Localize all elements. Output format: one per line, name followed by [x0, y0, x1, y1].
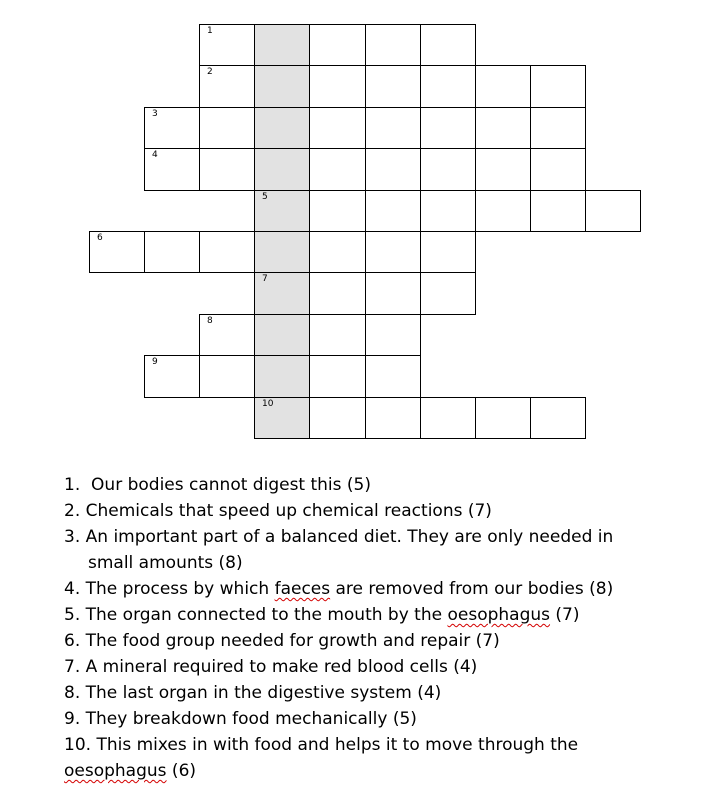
crossword-cell[interactable]: [254, 231, 310, 273]
crossword-cell[interactable]: [254, 355, 310, 398]
crossword-cell[interactable]: [530, 65, 586, 108]
crossword-cell[interactable]: [365, 397, 421, 439]
crossword-cell[interactable]: [199, 314, 255, 356]
crossword-cell[interactable]: [309, 148, 366, 191]
crossword-cell[interactable]: [254, 397, 310, 439]
crossword-cell[interactable]: [144, 148, 200, 191]
crossword-cell[interactable]: [475, 190, 531, 232]
crossword-cell[interactable]: [420, 190, 476, 232]
crossword-cell[interactable]: [365, 231, 421, 273]
crossword-cell[interactable]: [585, 190, 641, 232]
crossword-cell[interactable]: [254, 190, 310, 232]
crossword-cell[interactable]: [475, 65, 531, 108]
clue-3-continued: small amounts (8): [88, 553, 243, 573]
clue-list: [64, 472, 704, 784]
crossword-cell[interactable]: [199, 65, 255, 108]
crossword-cell[interactable]: [365, 24, 421, 66]
crossword-cell[interactable]: [199, 231, 255, 273]
crossword-cell[interactable]: [420, 24, 476, 66]
clue-number-label: 3: [152, 109, 158, 119]
clue-7: 7. A mineral required to make red blood cells (4): [64, 657, 478, 677]
clue-1: 1. Our bodies cannot digest this (5): [64, 475, 371, 495]
crossword-cell[interactable]: [309, 231, 366, 273]
crossword-cell[interactable]: [144, 355, 200, 398]
crossword-cell[interactable]: [254, 272, 310, 315]
clue-3: 3. An important part of a balanced diet. They are only needed in: [64, 527, 614, 547]
clue-number-label: 9: [152, 357, 158, 367]
crossword-cell[interactable]: [199, 355, 255, 398]
crossword-cell[interactable]: [420, 107, 476, 149]
crossword-cell[interactable]: [530, 190, 586, 232]
clue-number-label: 7: [262, 274, 268, 284]
crossword-cell[interactable]: [365, 65, 421, 108]
crossword-cell[interactable]: [309, 397, 366, 439]
crossword-cell[interactable]: [199, 24, 255, 66]
crossword-cell[interactable]: [309, 190, 366, 232]
crossword-cell[interactable]: [309, 355, 366, 398]
crossword-cell[interactable]: [365, 148, 421, 191]
spellcheck-word: oesophagus: [64, 761, 167, 781]
crossword-cell[interactable]: [530, 397, 586, 439]
crossword-cell[interactable]: [365, 190, 421, 232]
crossword-cell[interactable]: [254, 65, 310, 108]
crossword-cell[interactable]: [530, 107, 586, 149]
crossword-cell[interactable]: [89, 231, 145, 273]
crossword-cell[interactable]: [530, 148, 586, 191]
crossword-cell[interactable]: [309, 314, 366, 356]
crossword-cell[interactable]: [309, 65, 366, 108]
crossword-cell[interactable]: [475, 148, 531, 191]
crossword-cell[interactable]: [420, 231, 476, 273]
crossword-cell[interactable]: [420, 65, 476, 108]
clue-6: 6. The food group needed for growth and repair (7): [64, 631, 500, 651]
clue-2: 2. Chemicals that speed up chemical reactions (7): [64, 501, 492, 521]
crossword-cell[interactable]: [254, 314, 310, 356]
spellcheck-word: faeces: [274, 579, 331, 599]
clue-8: 8. The last organ in the digestive system (4): [64, 683, 442, 703]
clue-number-label: 8: [207, 316, 213, 326]
crossword-cell[interactable]: [254, 24, 310, 66]
clue-number-label: 1: [207, 26, 213, 36]
clue-4: 4. The process by which faeces are removed from our bodies (8): [64, 579, 614, 599]
clue-9: 9. They breakdown food mechanically (5): [64, 709, 417, 729]
crossword-cell[interactable]: [365, 355, 421, 398]
crossword-cell[interactable]: [420, 272, 476, 315]
clue-number-label: 5: [262, 192, 268, 202]
clue-10: 10. This mixes in with food and helps it to move through the: [64, 735, 579, 755]
crossword-cell[interactable]: [420, 397, 476, 439]
spellcheck-word: oesophagus: [447, 605, 551, 625]
crossword-cell[interactable]: [254, 107, 310, 149]
crossword-cell[interactable]: [144, 231, 200, 273]
crossword-cell[interactable]: [309, 24, 366, 66]
clue-number-label: 6: [97, 233, 103, 243]
crossword-cell[interactable]: [309, 107, 366, 149]
crossword-cell[interactable]: [475, 397, 531, 439]
clue-5: 5. The organ connected to the mouth by the oesophagus (7): [64, 605, 580, 625]
clue-number-label: 4: [152, 150, 158, 160]
crossword-cell[interactable]: [475, 107, 531, 149]
crossword-cell[interactable]: [365, 272, 421, 315]
crossword-cell[interactable]: [365, 314, 421, 356]
clue-number-label: 2: [207, 67, 213, 77]
crossword-cell[interactable]: [420, 148, 476, 191]
clue-10-continued: oesophagus (6): [64, 761, 197, 781]
crossword-cell[interactable]: [309, 272, 366, 315]
crossword-cell[interactable]: [199, 148, 255, 191]
crossword-cell[interactable]: [365, 107, 421, 149]
crossword-cell[interactable]: [199, 107, 255, 149]
crossword-cell[interactable]: [144, 107, 200, 149]
crossword-cell[interactable]: [254, 148, 310, 191]
clue-number-label: 10: [262, 399, 274, 409]
